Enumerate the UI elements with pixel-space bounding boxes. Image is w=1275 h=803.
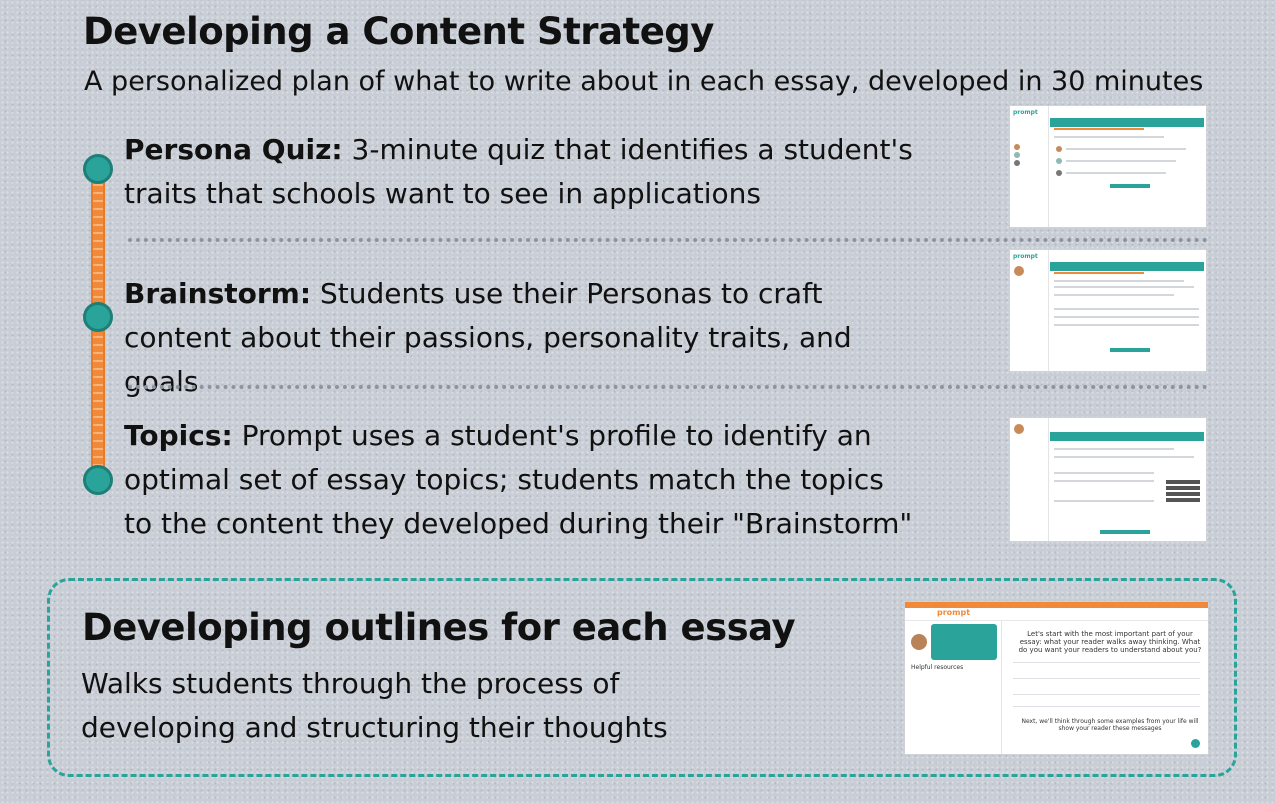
- thumb-text-line: [1054, 286, 1194, 288]
- chat-icon: [1191, 739, 1200, 748]
- step-label: Topics:: [124, 419, 233, 452]
- step-label: Persona Quiz:: [124, 133, 343, 166]
- thumb-sidebar: [1010, 250, 1049, 371]
- thumb-logo: prompt: [1013, 253, 1038, 260]
- topic-tag: [1166, 486, 1200, 490]
- avatar-icon: [1014, 152, 1020, 158]
- thumb-progress-bar: [1054, 272, 1144, 274]
- persona-icon: [1056, 170, 1062, 176]
- thumb-button: [1110, 348, 1150, 352]
- dotted-divider: [128, 238, 1208, 242]
- timeline-node-persona-quiz: [83, 154, 113, 184]
- avatar-icon: [1014, 144, 1020, 150]
- thumb-text-line: [1013, 706, 1200, 707]
- avatar-icon: [1014, 160, 1020, 166]
- brainstorm-screenshot: [1009, 249, 1207, 372]
- topic-tag: [1166, 498, 1200, 502]
- thumb-text-line: [1066, 160, 1176, 162]
- thumb-text-line: [1066, 148, 1186, 150]
- timeline-node-brainstorm: [83, 302, 113, 332]
- thumb-text-line: [1054, 448, 1174, 450]
- thumb-text-line: [1013, 662, 1200, 663]
- timeline-node-topics: [83, 465, 113, 495]
- step-text: Prompt uses a student's profile to identify an optimal set of essay topics; students match the topics to the content they developed during their "Brainstorm": [124, 419, 913, 540]
- thumb-button: [1100, 530, 1150, 534]
- thumb-header-bar: [1050, 118, 1204, 127]
- thumb-sidebar: [1010, 106, 1049, 227]
- avatar-icon: [911, 634, 927, 650]
- thumb-text-line: [1054, 294, 1174, 296]
- step-text: Students use their Personas to craft content about their passions, personality traits, and goals: [124, 277, 852, 398]
- thumb-text-line: [1054, 324, 1199, 326]
- thumb-text-line: [1054, 136, 1164, 138]
- thumb-text-line: [1054, 472, 1154, 474]
- thumb-sidebar: [1010, 418, 1049, 541]
- outline-description: Walks students through the process of developing and structuring their thoughts: [81, 667, 668, 744]
- thumb-header-bar: [1050, 262, 1204, 271]
- topics-screenshot: [1009, 417, 1207, 542]
- persona-quiz-screenshot: [1009, 105, 1207, 228]
- thumb-progress-bar: [1054, 128, 1144, 130]
- outline-screenshot: [904, 601, 1209, 755]
- thumb-text-line: [1054, 456, 1194, 458]
- thumb-text-line: [1054, 316, 1199, 318]
- thumb-text-line: [1054, 308, 1199, 310]
- step-label: Brainstorm:: [124, 277, 312, 310]
- step-topics: [124, 414, 914, 546]
- outline-question: Let's start with the most important part of your essay: what your reader walks away thinking. What do you want your readers to understand about you?: [1018, 630, 1202, 654]
- thumb-header-bar: [1050, 432, 1204, 441]
- thumb-text-line: [1054, 280, 1184, 282]
- thumb-text-line: [1013, 678, 1200, 679]
- avatar-icon: [1014, 266, 1024, 276]
- outline-title: Developing outlines for each essay: [82, 606, 796, 649]
- topic-tag: [1166, 480, 1200, 484]
- thumb-button: [1110, 184, 1150, 188]
- topic-tag: [1166, 492, 1200, 496]
- dotted-divider: [128, 385, 1208, 389]
- step-persona-quiz: [124, 128, 914, 216]
- thumb-logo: prompt: [937, 608, 971, 617]
- thumb-logo: prompt: [1013, 109, 1038, 116]
- page-title: Developing a Content Strategy: [83, 10, 714, 53]
- persona-icon: [1056, 146, 1062, 152]
- outline-next-text: Next, we'll think through some examples from your life will show your reader these messages: [1021, 718, 1199, 732]
- thumb-text-line: [1066, 172, 1166, 174]
- thumb-text-line: [1013, 694, 1200, 695]
- avatar-icon: [1014, 424, 1024, 434]
- page-subtitle: A personalized plan of what to write about in each essay, developed in 30 minutes: [84, 66, 1204, 97]
- helpful-resources-label: Helpful resources: [911, 664, 964, 671]
- chat-bubble: [931, 624, 997, 660]
- thumb-text-line: [1054, 500, 1154, 502]
- thumb-text-line: [1054, 480, 1154, 482]
- persona-icon: [1056, 158, 1062, 164]
- step-text: 3-minute quiz that identifies a student's traits that schools want to see in applications: [124, 133, 913, 210]
